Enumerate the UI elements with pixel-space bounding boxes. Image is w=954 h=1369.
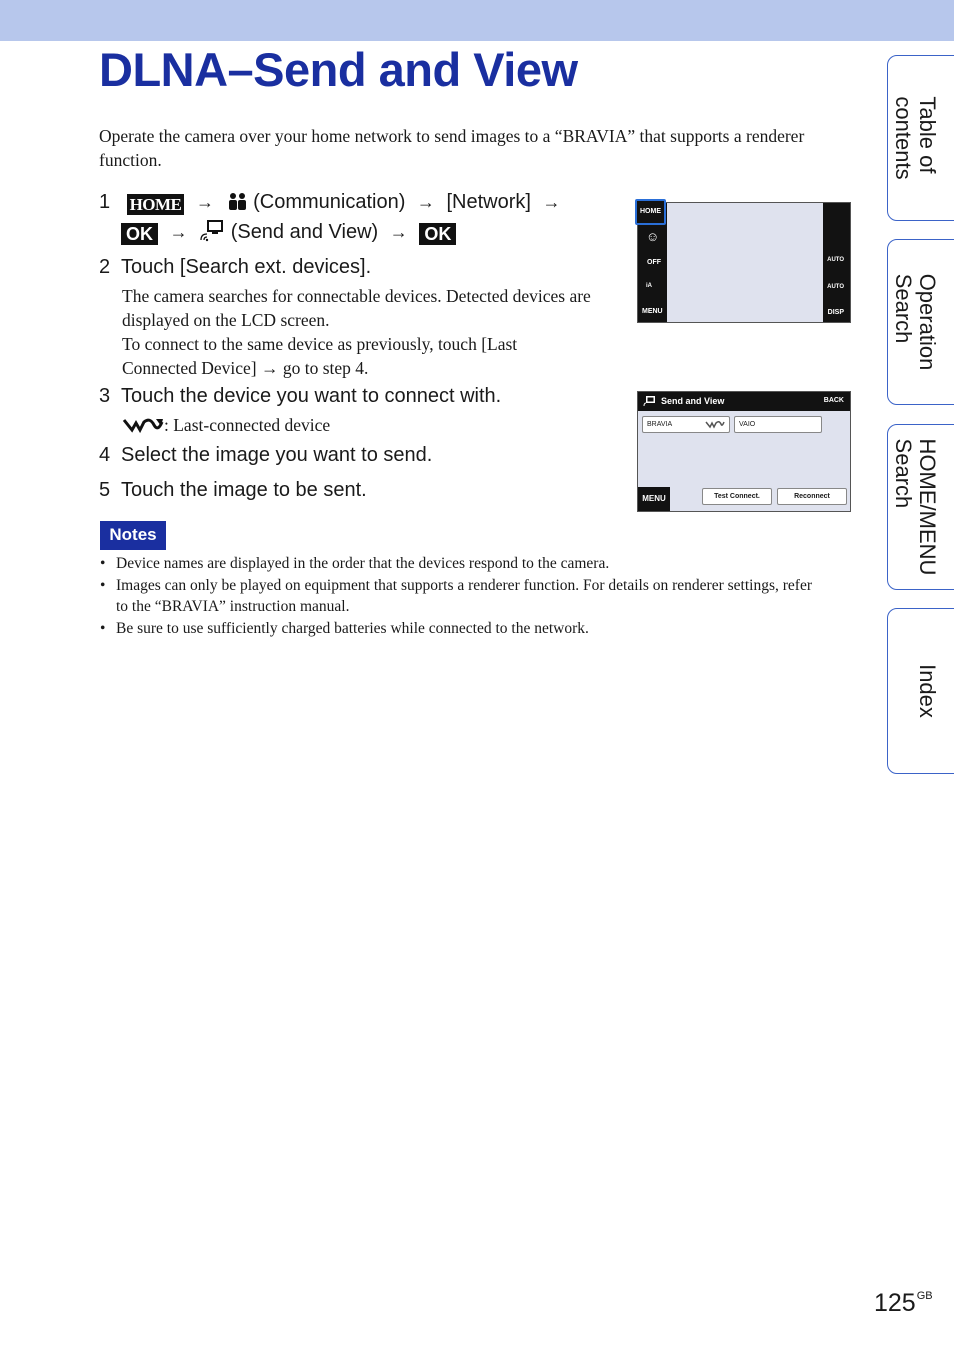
tab-label	[891, 96, 939, 179]
arrow-icon: →	[389, 222, 408, 242]
step-number: 1	[99, 191, 111, 213]
device-name: VAIO	[739, 421, 756, 428]
menu-button[interactable]: MENU	[642, 308, 663, 315]
arrow-icon: →	[195, 192, 214, 212]
macro-auto-label[interactable]: AUTO	[827, 284, 844, 290]
smile-off-label[interactable]: OFF	[647, 259, 661, 266]
step-2-detail-2: To connect to the same device as previously, touch [Last Connected Device]	[122, 334, 518, 378]
step-number: 5	[99, 479, 111, 501]
step-text: Touch the device you want to connect with.	[121, 385, 502, 407]
flash-auto-label[interactable]: AUTO	[827, 257, 844, 263]
last-connected-icon	[122, 417, 164, 441]
step-3-detail	[122, 413, 422, 441]
last-connected-icon	[705, 420, 725, 435]
tab-label-line-1: HOME/MENU	[915, 438, 940, 576]
tab-label-line-1: Table of	[915, 96, 940, 174]
tab-table-of-contents[interactable]	[887, 55, 954, 221]
step-2-detail-3: go to step 4.	[282, 358, 369, 378]
step-3	[99, 381, 501, 411]
device-name: BRAVIA	[647, 421, 673, 428]
device-vaio[interactable]	[734, 416, 822, 433]
tab-label-line-2: Search	[891, 438, 916, 509]
arrow-icon: →	[169, 222, 188, 242]
arrow-icon: →	[260, 358, 279, 378]
step-5	[99, 475, 367, 505]
reconnect-button[interactable]: Reconnect	[777, 488, 847, 505]
step-1	[99, 187, 567, 221]
step-number: 2	[99, 256, 111, 278]
step-4	[99, 440, 432, 470]
ok-icon: OK	[419, 223, 456, 245]
home-icon: HOME	[127, 194, 185, 215]
note-item: • Device names are displayed in the order that the devices respond to the camera.	[99, 553, 819, 575]
send-view-screen-illustration	[637, 391, 851, 512]
disp-button[interactable]: DISP	[827, 309, 844, 316]
step-3-detail-text: : Last-connected device	[164, 415, 331, 435]
tab-label-line-2: Search	[891, 273, 916, 344]
page-title: DLNA–Send and View	[99, 43, 578, 96]
tab-label-line-1: Operation	[915, 273, 940, 371]
header-bar	[0, 0, 954, 41]
note-item: • Be sure to use sufficiently charged batteries while connected to the network.	[99, 618, 819, 640]
send-view-icon	[199, 218, 225, 251]
tab-label-line-2: contents	[891, 96, 916, 180]
step-2-detail	[122, 284, 592, 380]
menu-button[interactable]: MENU	[638, 487, 670, 511]
step-text: Touch [Search ext. devices].	[121, 256, 372, 278]
notes-label: Notes	[100, 521, 166, 550]
test-connect-button[interactable]: Test Connect.	[702, 488, 772, 505]
step-text: Touch the image to be sent.	[121, 479, 367, 501]
tab-label	[891, 274, 939, 371]
smile-icon[interactable]: ☺	[646, 229, 660, 244]
step-number: 4	[99, 444, 111, 466]
tab-label	[915, 664, 939, 718]
tab-operation-search[interactable]	[887, 239, 954, 405]
page-number	[874, 1289, 933, 1318]
step-2	[99, 252, 371, 282]
note-item: • Images can only be played on equipment that supports a renderer function. For details on renderer settings, refer to the “BRAVIA” instruction manual.	[99, 575, 819, 618]
screen-title: Send and View	[661, 396, 725, 406]
step-text: Select the image you want to send.	[121, 444, 433, 466]
arrow-icon: →	[542, 192, 561, 212]
network-label: [Network]	[446, 191, 531, 213]
communication-label: (Communication)	[253, 191, 406, 213]
home-button[interactable]: HOME	[635, 199, 666, 225]
ok-icon: OK	[121, 223, 158, 245]
step-1-continued	[121, 217, 456, 251]
send-view-label: (Send and View)	[230, 221, 379, 243]
page-number-value: 125	[874, 1289, 916, 1317]
tab-label-line-1: Index	[915, 664, 940, 718]
send-view-icon	[643, 395, 656, 409]
step-2-detail-1: The camera searches for connectable devices. Detected devices are displayed on the LCD screen.	[122, 286, 591, 330]
step-number: 3	[99, 385, 111, 407]
notes-list	[99, 553, 819, 639]
tab-label	[891, 439, 939, 576]
tab-home-menu-search[interactable]	[887, 424, 954, 590]
screen-header	[638, 392, 850, 411]
scene-auto-icon[interactable]: iA	[646, 283, 652, 289]
back-button[interactable]: BACK	[823, 397, 844, 404]
tab-index[interactable]	[887, 608, 954, 774]
arrow-icon: →	[416, 192, 435, 212]
page-number-suffix: GB	[916, 1290, 933, 1302]
home-screen-illustration	[637, 202, 851, 323]
device-bravia[interactable]	[642, 416, 730, 433]
intro-paragraph: Operate the camera over your home network to send images to a “BRAVIA” that supports a renderer function.	[99, 126, 805, 170]
